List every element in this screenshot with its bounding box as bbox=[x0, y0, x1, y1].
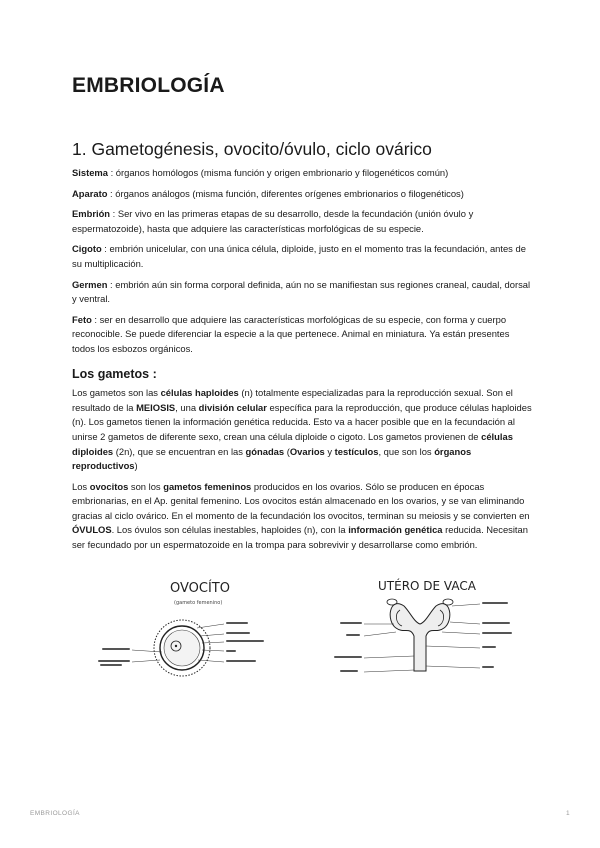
definition-text: : embrión aún sin forma corporal definida, aún no se manifiestan sus regiones craneal, caudal, dorsal y ventral. bbox=[72, 278, 531, 305]
definition-text: : embrión unicelular, con una única célula, diploide, justo en el momento tras la fecundación, antes de su multiplicación. bbox=[72, 243, 526, 269]
page-number: 1 bbox=[566, 810, 571, 817]
right-ovary bbox=[443, 599, 453, 605]
definition-text: : ser en desarrollo que adquiere las características morfológicas de su especie, con forma y cuerpo reconocible. Se puede diferenciar la especie a la que pertenece. Animal en miniatura. Ya están presentes todos los esbozos orgánicos. bbox=[72, 313, 510, 354]
definition-item bbox=[72, 187, 534, 202]
definition-term: Feto bbox=[72, 313, 92, 325]
definition-item bbox=[72, 278, 534, 307]
uterus-drawing bbox=[334, 576, 534, 686]
oocyte-cytoplasm bbox=[164, 630, 200, 666]
figures-row bbox=[72, 576, 534, 686]
definition-term: Cigoto bbox=[72, 243, 102, 255]
definition-item bbox=[72, 166, 534, 181]
page-title: EMBRIOLOGÍA bbox=[72, 74, 225, 97]
definition-item bbox=[72, 207, 534, 236]
definition-text: : órganos homólogos (misma función y origen embrionario y filogenéticos común) bbox=[107, 167, 449, 178]
definition-term: Aparato bbox=[72, 187, 108, 199]
definition-item bbox=[72, 242, 534, 271]
uterus-outline bbox=[390, 604, 450, 671]
oocyte-figure-subtitle: (gameto femenino) bbox=[174, 600, 223, 606]
left-ovary bbox=[387, 599, 397, 605]
section-title: 1. Gametogénesis, ovocito/óvulo, ciclo ovárico bbox=[72, 139, 432, 159]
oocyte-drawing bbox=[92, 576, 292, 686]
ovocytes-paragraph: Los ovocitos son los gametos femeninos producidos en los ovarios. Sólo se producen en épocas embrionarias, en el Ap. genital femenino. Los ovocitos están almacenado en los ovarios, y se van eliminando gracias al ciclo ovárico. En el momento de la fecundación los ovocitos, terminan su meiosis y se convierten en ÓVULOS. Los óvulos son células inestables, haploides (n), con la información genética reducida. Necesitan ser fecundado por un espermatozoide en la trompa para sobrevivir y desarrollarse como embrión. bbox=[72, 480, 530, 551]
oocyte-figure-title: OVOCÍTO bbox=[170, 581, 230, 596]
definition-term: Germen bbox=[72, 278, 108, 290]
uterus-figure-title: UTÉRO DE VACA bbox=[378, 579, 476, 593]
definition-term: Embrión bbox=[72, 208, 111, 220]
definition-item bbox=[72, 313, 534, 357]
footer-title: EMBRIOLOGÍA bbox=[30, 810, 80, 817]
content-body bbox=[72, 166, 534, 559]
definition-text: : órganos análogos (misma función, diferentes orígenes embrionarios o filogenéticos) bbox=[107, 187, 464, 199]
definition-term: Sistema bbox=[72, 167, 108, 178]
gametes-paragraph: Los gametos son las células haploides (n) totalmente especializadas para la reproducción sexual. Son el resultado de la MEIOSIS, una división celular específica para la reproducción, que produce células haploides (n). Los gametos tienen la información genética reducida. Esto va a hacer posible que en la fecundación al unirse 2 gametos de diferente sexo, crean una célula diploide o cigoto. Los gametos provienen de células diploides (2n), que se encuentran en las gónadas (Ovarios y testículos, que son los órganos reproductivos) bbox=[72, 387, 532, 472]
gametes-heading: Los gametos : bbox=[72, 366, 157, 381]
oocyte-nucleolus bbox=[175, 645, 177, 647]
definitions-list bbox=[72, 166, 534, 357]
definition-text: : Ser vivo en las primeras etapas de su desarrollo, desde la fecundación (unión óvulo y espermatozoide), hasta que adquiere las características morfológicas de su especie. bbox=[72, 208, 474, 234]
